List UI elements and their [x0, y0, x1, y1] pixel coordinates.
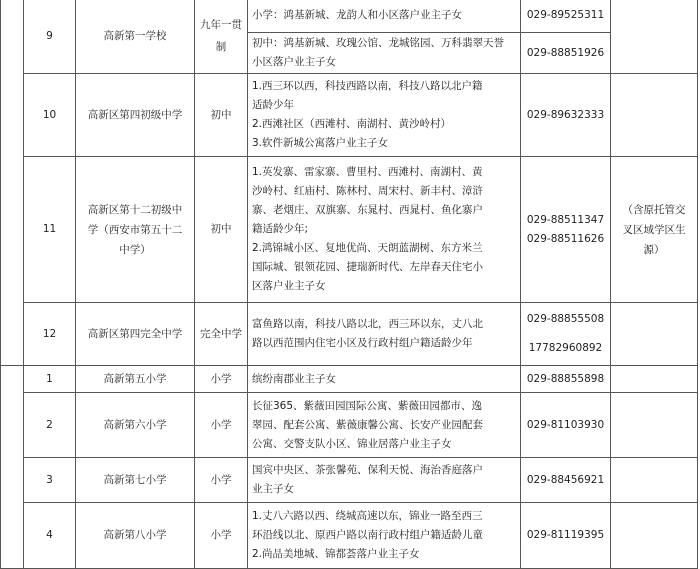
- phone: 029-88851926: [521, 33, 611, 74]
- enrollment-area: 国宾中央区、茶张馨苑、保利天悦、海治香庭落户 业主子女: [248, 458, 521, 503]
- note: [611, 503, 698, 569]
- phone: 029-81119395: [521, 503, 611, 569]
- enrollment-area: 1.西三环以西，科技西路以南，科技八路以北户籍 适龄少年 2.西滩社区（西滩村、南湖村、黄沙岭村） 3.软件新城公寓落户业主子女: [248, 74, 521, 157]
- school-name: 高新区第十二初级中学（西安市第五十二中学）: [76, 157, 195, 303]
- row-number: 12: [24, 303, 76, 366]
- note: [611, 366, 698, 393]
- row-number: 1: [24, 366, 76, 393]
- row-number: 2: [24, 393, 76, 458]
- school-name: 高新第七小学: [76, 458, 195, 503]
- enrollment-area: 初中：鸿基新城、玫瑰公馆、龙城铭园、万科翡翠天誉小区落户业主子女: [248, 33, 521, 74]
- school-name: 高新区第四完全中学: [76, 303, 195, 366]
- phone: 029-88456921: [521, 458, 611, 503]
- school-name: 高新第八小学: [76, 503, 195, 569]
- enrollment-area: 小学：鸿基新城、龙韵人和小区落户业主子女: [248, 0, 521, 33]
- table-row: [1, 74, 698, 157]
- school-name: 高新区第四初级中学: [76, 74, 195, 157]
- note: [611, 458, 698, 503]
- phone: 029-89632333: [521, 74, 611, 157]
- row-number: 10: [24, 74, 76, 157]
- phone: 029-88511347 029-88511626: [521, 157, 611, 303]
- table-row: [1, 503, 698, 569]
- note: （含原托管交叉区域学区生源）: [611, 157, 698, 303]
- table-row: [1, 393, 698, 458]
- school-name: 高新第五小学: [76, 366, 195, 393]
- note: [611, 303, 698, 366]
- phone: 029-88855508 17782960892: [521, 303, 611, 366]
- enrollment-area: 缤纷南郡业主子女: [248, 366, 521, 393]
- phone: 029-88855898: [521, 366, 611, 393]
- enrollment-area: 长征365、紫薇田园国际公寓、紫薇田园都市、逸 翠园、配套公寓、紫薇康馨公寓、长安产业园配套 公寓、交警支队小区、锦业居落户业主子女: [248, 393, 521, 458]
- phone: 029-81103930: [521, 393, 611, 458]
- school-level: 小学: [195, 503, 248, 569]
- table-row: [1, 157, 698, 303]
- enrollment-area: 1.丈八六路以西、绕城高速以东，锦业一路至西三 环沿线以北、原西户路以南行政村组户籍适龄儿童 2.尚品美地城、锦都荟落户业主子女: [248, 503, 521, 569]
- school-level: 小学: [195, 458, 248, 503]
- enrollment-area: 富鱼路以南，科技八路以北，西三环以东，丈八北 路以西范围内住宅小区及行政村组户籍适龄少年: [248, 303, 521, 366]
- note: [611, 393, 698, 458]
- school-level: 初中: [195, 157, 248, 303]
- note: [611, 0, 698, 74]
- school-level: 小学: [195, 366, 248, 393]
- phone: 029-89525311: [521, 0, 611, 33]
- group-cell: [1, 0, 24, 366]
- school-level: 九年一贯制: [195, 0, 248, 74]
- table-row: [1, 303, 698, 366]
- table-row: [1, 366, 698, 393]
- row-number: 3: [24, 458, 76, 503]
- row-number: 11: [24, 157, 76, 303]
- school-level: 小学: [195, 393, 248, 458]
- school-name: 高新第六小学: [76, 393, 195, 458]
- group-cell: [1, 366, 24, 569]
- row-number: 9: [24, 0, 76, 74]
- table-row: [1, 0, 698, 33]
- enrollment-area: 1.英发寨、雷家寨、曹里村、西滩村、南湖村、黄 沙岭村、红庙村、陈林村、周宋村、新丰村、漳浒 寨、老烟庄、双旗寨、东晁村、西晁村、鱼化寨户 籍适龄少年; 2.鸿锦城小区、复地优尚、天朗蓝湖树、东方米兰 国际城、银领花园、捷瑞新时代、左岸春天住宅小 区落户业主子女: [248, 157, 521, 303]
- row-number: 4: [24, 503, 76, 569]
- school-level: 完全中学: [195, 303, 248, 366]
- school-name: 高新第一学校: [76, 0, 195, 74]
- school-level: 初中: [195, 74, 248, 157]
- table-row: [1, 458, 698, 503]
- note: [611, 74, 698, 157]
